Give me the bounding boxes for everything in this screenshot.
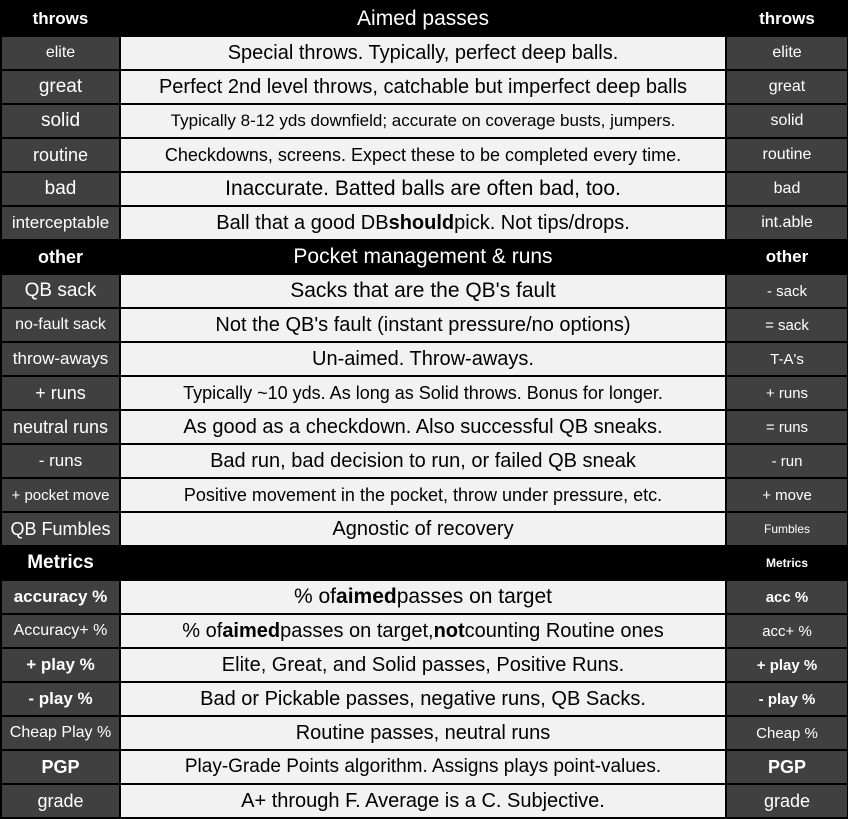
- section-title-text: Pocket management & runs: [293, 245, 553, 268]
- grade-abbreviation: [727, 581, 847, 613]
- grade-label: [2, 377, 119, 409]
- grade-label: [2, 411, 119, 443]
- grade-label: [2, 207, 119, 239]
- grade-label: [2, 479, 119, 511]
- description-text: A+ through F. Average is a C. Subjective.: [241, 789, 605, 812]
- section-label-left-text: Metrics: [27, 552, 94, 573]
- grade-abbreviation: [727, 207, 847, 239]
- row-interceptable: [0, 207, 848, 239]
- row-accuracy: [0, 615, 848, 647]
- row-no-fault-sack: [0, 309, 848, 341]
- description-text: pick. Not tips/drops.: [454, 211, 630, 234]
- grade-description: [121, 717, 725, 749]
- row-throw-aways: [0, 343, 848, 375]
- grade-label-text: PGP: [41, 756, 80, 777]
- grade-label: [2, 309, 119, 341]
- row-qb-sack: [0, 275, 848, 307]
- grade-abbreviation-text: T-A's: [770, 350, 804, 368]
- grade-label: [2, 751, 119, 783]
- grade-description: [121, 343, 725, 375]
- row-pgp: [0, 751, 848, 783]
- grade-abbreviation: [727, 513, 847, 545]
- grade-label-text: accuracy %: [13, 587, 108, 606]
- grade-abbreviation: [727, 445, 847, 477]
- description-text: Perfect 2nd level throws, catchable but imperfect deep balls: [158, 75, 688, 98]
- grade-abbreviation-text: acc %: [765, 588, 809, 606]
- description-text: Play-Grade Points algorithm. Assigns plays point-values.: [184, 756, 662, 777]
- description-text: Sacks that are the QB's fault: [290, 279, 556, 302]
- description-text: Elite, Great, and Solid passes, Positive Runs.: [221, 653, 625, 676]
- grade-abbreviation: [727, 683, 847, 715]
- row-solid: [0, 105, 848, 137]
- grade-abbreviation: [727, 377, 847, 409]
- section-label-right: [727, 547, 847, 579]
- grade-abbreviation-text: - play %: [758, 690, 816, 708]
- emphasis-text: should: [388, 211, 455, 234]
- grade-label: [2, 615, 119, 647]
- grade-label-text: solid: [40, 110, 81, 131]
- grade-abbreviation: [727, 105, 847, 137]
- emphasis-text: not: [433, 619, 465, 642]
- section-header-other: [0, 241, 848, 273]
- row-play: [0, 649, 848, 681]
- grade-description: [121, 785, 725, 817]
- emphasis-text: aimed: [222, 619, 281, 642]
- grade-description: [121, 683, 725, 715]
- grade-abbreviation-text: = runs: [765, 418, 809, 436]
- grade-abbreviation: [727, 71, 847, 103]
- grade-label: [2, 139, 119, 171]
- description-text: As good as a checkdown. Also successful QB sneaks.: [183, 415, 663, 438]
- description-text: Ball that a good DB: [216, 211, 389, 234]
- grade-abbreviation: [727, 309, 847, 341]
- grade-abbreviation: [727, 751, 847, 783]
- grade-abbreviation-text: great: [768, 78, 806, 95]
- row-qb-fumbles: [0, 513, 848, 545]
- section-header-throws: [0, 3, 848, 35]
- description-text: Checkdowns, screens. Expect these to be completed every time.: [164, 144, 682, 165]
- section-header-metrics: [0, 547, 848, 579]
- description-text: % of: [294, 585, 337, 608]
- description-text: Typically ~10 yds. As long as Solid throws. Bonus for longer.: [183, 382, 663, 403]
- grade-label: [2, 717, 119, 749]
- section-title: [121, 241, 725, 273]
- grade-label: [2, 71, 119, 103]
- grade-description: [121, 649, 725, 681]
- grade-abbreviation-text: = sack: [765, 316, 809, 334]
- grade-label-text: no-fault sack: [15, 316, 106, 333]
- grade-abbreviation-text: routine: [762, 146, 812, 163]
- row-cheap-play: [0, 717, 848, 749]
- grade-label: [2, 275, 119, 307]
- grade-abbreviation-text: bad: [773, 180, 801, 197]
- grade-label-text: neutral runs: [12, 416, 109, 437]
- grade-abbreviation: [727, 275, 847, 307]
- grade-description: [121, 615, 725, 647]
- description-text: Un-aimed. Throw-aways.: [312, 347, 534, 370]
- section-label-right-text: throws: [759, 9, 815, 28]
- description-text: counting Routine ones: [464, 619, 664, 642]
- grade-description: [121, 71, 725, 103]
- grade-label-text: + runs: [35, 382, 86, 403]
- row-bad: [0, 173, 848, 205]
- grade-label-text: + pocket move: [11, 486, 110, 504]
- description-text: Inaccurate. Batted balls are often bad, too.: [225, 177, 621, 200]
- grade-label-text: QB Fumbles: [10, 518, 111, 539]
- row-great: [0, 71, 848, 103]
- grade-description: [121, 207, 725, 239]
- grade-label: [2, 649, 119, 681]
- grade-abbreviation-text: - run: [771, 452, 803, 470]
- grade-description: [121, 513, 725, 545]
- row-pocket-move: [0, 479, 848, 511]
- grade-label-text: grade: [37, 790, 84, 811]
- section-label-left-text: throws: [32, 9, 89, 28]
- section-title: [121, 3, 725, 35]
- description-text: passes on target: [396, 585, 552, 608]
- grade-label: [2, 105, 119, 137]
- section-title-text: Aimed passes: [357, 7, 489, 30]
- grade-abbreviation-text: - sack: [766, 282, 807, 300]
- grade-abbreviation: [727, 717, 847, 749]
- grade-description: [121, 479, 725, 511]
- grade-description: [121, 377, 725, 409]
- section-label-right: [727, 241, 847, 273]
- section-label-right-text: Metrics: [765, 556, 809, 570]
- row-elite: [0, 37, 848, 69]
- grade-description: [121, 751, 725, 783]
- row-accuracy: [0, 581, 848, 613]
- section-label-left: [2, 241, 119, 273]
- grade-label: [2, 37, 119, 69]
- grade-abbreviation-text: grade: [763, 790, 811, 811]
- description-text: Routine passes, neutral runs: [295, 721, 551, 744]
- grade-abbreviation-text: solid: [770, 112, 804, 129]
- row-grade: [0, 785, 848, 817]
- grade-label-text: great: [38, 76, 83, 97]
- grade-abbreviation-text: Fumbles: [763, 522, 810, 536]
- grade-abbreviation: [727, 173, 847, 205]
- description-text: Positive movement in the pocket, throw under pressure, etc.: [183, 484, 663, 505]
- grade-description: [121, 445, 725, 477]
- grade-description: [121, 581, 725, 613]
- grade-label-text: bad: [44, 178, 77, 199]
- section-label-right-text: other: [765, 247, 809, 266]
- grade-abbreviation: [727, 411, 847, 443]
- description-text: Bad or Pickable passes, negative runs, QB Sacks.: [200, 687, 646, 710]
- grade-description: [121, 275, 725, 307]
- grade-abbreviation-text: + play %: [756, 656, 818, 674]
- grade-label-text: elite: [45, 44, 76, 61]
- grade-label-text: interceptable: [11, 213, 110, 232]
- description-text: Not the QB's fault (instant pressure/no options): [215, 313, 631, 336]
- grade-abbreviation: [727, 649, 847, 681]
- section-title: [121, 547, 725, 579]
- grade-label-text: Accuracy+ %: [13, 622, 108, 639]
- section-label-left-text: other: [38, 246, 83, 267]
- section-label-left: [2, 3, 119, 35]
- row-runs: [0, 445, 848, 477]
- grade-label-text: throw-aways: [12, 349, 109, 368]
- grade-description: [121, 139, 725, 171]
- row-neutral-runs: [0, 411, 848, 443]
- grade-description: [121, 105, 725, 137]
- description-text: Agnostic of recovery: [332, 517, 514, 540]
- grade-label: [2, 343, 119, 375]
- grade-description: [121, 37, 725, 69]
- grade-label-text: - play %: [28, 689, 93, 708]
- grade-label-text: + play %: [26, 655, 95, 674]
- grade-label-text: routine: [32, 144, 89, 165]
- description-text: Typically 8-12 yds downfield; accurate on coverage busts, jumpers.: [170, 111, 676, 130]
- grade-abbreviation: [727, 343, 847, 375]
- grade-description: [121, 309, 725, 341]
- grade-abbreviation-text: elite: [772, 44, 802, 61]
- grade-abbreviation-text: Cheap %: [756, 724, 818, 742]
- grade-label: [2, 173, 119, 205]
- grade-label: [2, 581, 119, 613]
- grade-label: [2, 445, 119, 477]
- grade-abbreviation-text: PGP: [767, 756, 806, 777]
- grade-label: [2, 683, 119, 715]
- description-text: passes on target,: [280, 619, 434, 642]
- grade-abbreviation-text: + runs: [765, 384, 809, 402]
- grade-label-text: Cheap Play %: [9, 724, 112, 741]
- grade-label-text: - runs: [38, 451, 83, 470]
- grade-abbreviation-text: acc+ %: [762, 622, 812, 640]
- grade-label: [2, 513, 119, 545]
- row-runs: [0, 377, 848, 409]
- emphasis-text: aimed: [336, 585, 397, 608]
- grade-abbreviation: [727, 785, 847, 817]
- grade-abbreviation: [727, 479, 847, 511]
- row-routine: [0, 139, 848, 171]
- grade-abbreviation: [727, 37, 847, 69]
- grade-abbreviation-text: int.able: [761, 214, 813, 231]
- grade-abbreviation: [727, 615, 847, 647]
- grade-label-text: QB sack: [24, 280, 97, 301]
- description-text: % of: [182, 619, 223, 642]
- description-text: Special throws. Typically, perfect deep balls.: [227, 41, 619, 64]
- section-label-left: [2, 547, 119, 579]
- grade-description: [121, 173, 725, 205]
- description-text: Bad run, bad decision to run, or failed QB sneak: [210, 449, 636, 472]
- section-label-right: [727, 3, 847, 35]
- grade-label: [2, 785, 119, 817]
- grade-abbreviation: [727, 139, 847, 171]
- grade-description: [121, 411, 725, 443]
- row-play: [0, 683, 848, 715]
- grade-abbreviation-text: + move: [762, 486, 812, 504]
